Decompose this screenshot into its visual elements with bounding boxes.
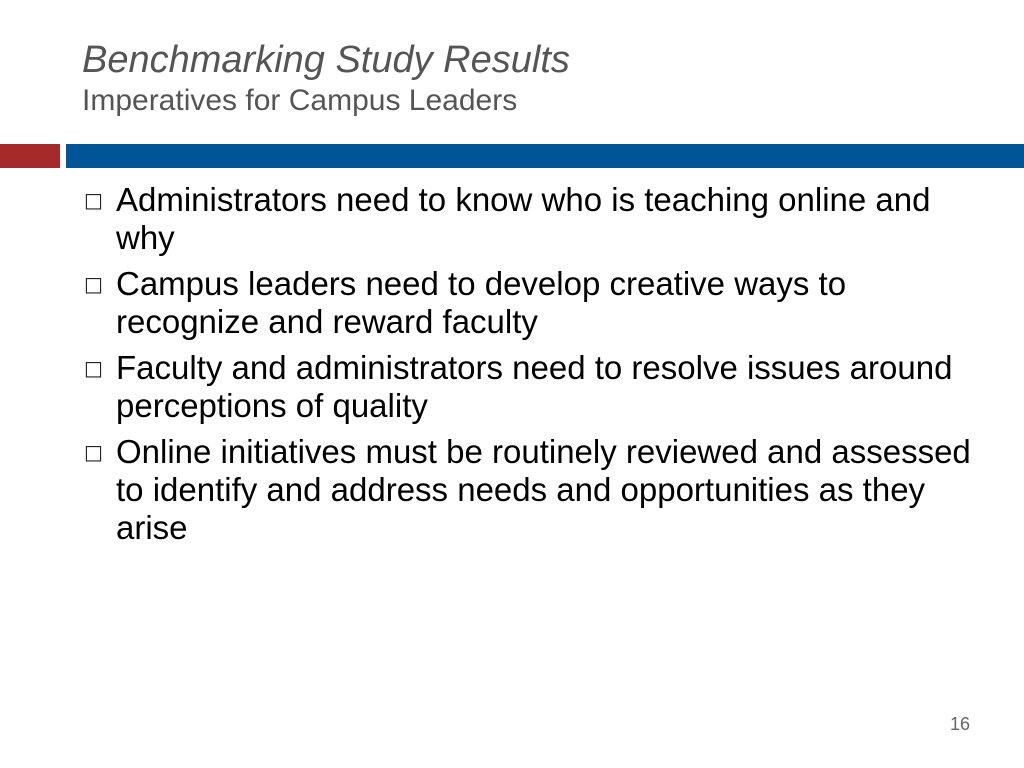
bullet-item bbox=[84, 433, 984, 547]
bullet-item bbox=[84, 349, 984, 425]
bullet-item bbox=[84, 181, 984, 257]
accent-bar-red bbox=[0, 144, 60, 168]
bullet-list bbox=[84, 181, 984, 555]
square-bullet-icon: □ bbox=[84, 356, 103, 380]
slide-number: 16 bbox=[949, 714, 970, 734]
bullet-text: Faculty and administrators need to resolve issues around perceptions of quality bbox=[116, 349, 953, 424]
square-bullet-icon: □ bbox=[84, 440, 103, 464]
bullet-item bbox=[84, 265, 984, 341]
slide-header bbox=[82, 38, 982, 118]
bullet-text: Administrators need to know who is teaching online and why bbox=[116, 181, 931, 256]
square-bullet-icon: □ bbox=[84, 272, 103, 296]
bullet-text: Online initiatives must be routinely reviewed and assessed to identify and address needs and opportunities as they arise bbox=[116, 433, 971, 546]
accent-bar-blue bbox=[66, 144, 1024, 168]
square-bullet-icon: □ bbox=[84, 188, 103, 212]
slide-title: Benchmarking Study Results bbox=[82, 39, 570, 81]
bullet-text: Campus leaders need to develop creative ways to recognize and reward faculty bbox=[116, 265, 847, 340]
slide-subtitle: Imperatives for Campus Leaders bbox=[82, 84, 518, 117]
